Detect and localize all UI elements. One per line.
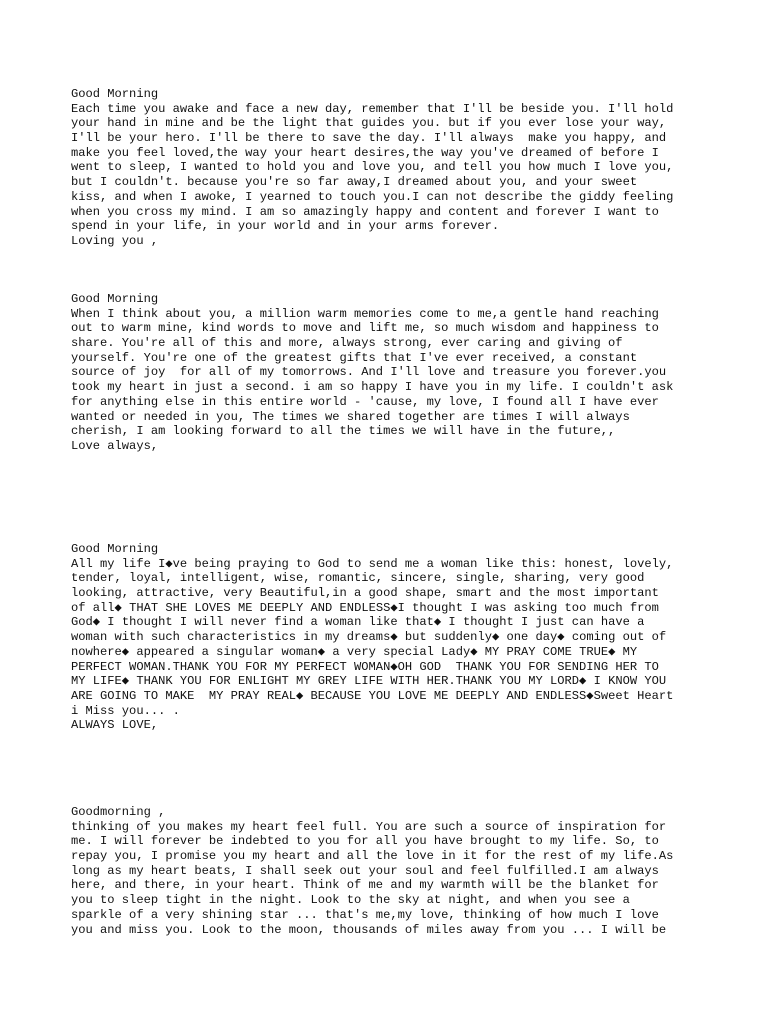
letter-2-line: cherish, I am looking forward to all the times we will have in the future,, — [71, 424, 616, 439]
letter-1-line: spend in your life, in your world and in your arms forever. — [71, 219, 500, 234]
letter-4-line: you to sleep tight in the night. Look to the sky at night, and when you see a — [71, 893, 630, 908]
letter-3-line: PERFECT WOMAN.THANK YOU FOR MY PERFECT WOMAN◆OH GOD THANK YOU FOR SENDING HER TO — [71, 659, 659, 674]
letter-1-line: kiss, and when I awoke, I yearned to touch you.I can not describe the giddy feeling — [71, 189, 674, 204]
letter-3-greeting: Good Morning — [71, 542, 159, 556]
letter-2-line: yourself. You're one of the greatest gifts that I've ever received, a constant — [71, 350, 638, 365]
letter-1-greeting: Good Morning — [71, 87, 159, 101]
letter-3-line: All my life I◆ve being praying to God to send me a woman like this: honest, lovely, — [71, 556, 674, 571]
letter-1-line: but I couldn't. because you're so far away,I dreamed about you, and your sweet — [71, 175, 638, 190]
letter-1 — [71, 87, 711, 249]
letter-2-line: share. You're all of this and more, always strong, ever caring and giving of — [71, 336, 623, 351]
letter-4-greeting: Goodmorning , — [71, 805, 166, 819]
letter-4-line: sparkle of a very shining star ... that's me,my love, thinking of how much I love — [71, 907, 659, 922]
letter-3 — [71, 542, 711, 733]
letter-3-line: nowhere◆ appeared a singular woman◆ a very special Lady◆ MY PRAY COME TRUE◆ MY — [71, 644, 638, 659]
letter-3-line: woman with such characteristics in my dreams◆ but suddenly◆ one day◆ coming out of — [71, 630, 667, 645]
letter-2-line: for anything else in this entire world - 'cause, my love, I found all I have ever — [71, 394, 659, 409]
letter-4 — [71, 805, 711, 937]
letter-2-line: When I think about you, a million warm memories come to me,a gentle hand reaching — [71, 306, 659, 321]
letter-1-line: I'll be your hero. I'll be there to save the day. I'll always make you happy, and — [71, 131, 667, 146]
letter-1-line: went to sleep, I wanted to hold you and love you, and tell you how much I love you, — [71, 160, 674, 175]
letter-2-greeting: Good Morning — [71, 292, 159, 306]
letter-1-line: Each time you awake and face a new day, remember that I'll be beside you. I'll hold — [71, 101, 674, 116]
letter-2-line: took my heart in just a second. i am so happy I have you in my life. I couldn't ask — [71, 380, 674, 395]
letter-1-line: when you cross my mind. I am so amazingly happy and content and forever I want to — [71, 204, 659, 219]
letter-4-line: here, and there, in your heart. Think of me and my warmth will be the blanket for — [71, 878, 659, 893]
letter-3-line: tender, loyal, intelligent, wise, romantic, sincere, single, sharing, very good — [71, 571, 645, 586]
letter-3-line: looking, attractive, very Beautiful,in a good shape, smart and the most important — [71, 586, 659, 601]
letter-4-line: long as my heart beats, I shall seek out your soul and feel fulfilled.I am always — [71, 863, 659, 878]
letter-2-line: wanted or needed in you, The times we shared together are times I will always — [71, 409, 630, 424]
letter-2-signoff: Love always, — [71, 438, 159, 453]
letter-1-signoff: Loving you , — [71, 233, 159, 248]
letter-4-line: me. I will forever be indebted to you for all you have brought to my life. So, to — [71, 834, 659, 849]
letter-3-line: i Miss you... . — [71, 703, 180, 718]
letter-3-line: MY LIFE◆ THANK YOU FOR ENLIGHT MY GREY LIFE WITH HER.THANK YOU MY LORD◆ I KNOW YOU — [71, 674, 667, 689]
letter-4-line: you and miss you. Look to the moon, thousands of miles away from you ... I will be — [71, 922, 667, 937]
letter-3-signoff: ALWAYS LOVE, — [71, 718, 159, 733]
letter-4-line: repay you, I promise you my heart and all the love in it for the rest of my life.As — [71, 849, 674, 864]
letter-3-line: of all◆ THAT SHE LOVES ME DEEPLY AND ENDLESS◆I thought I was asking too much from — [71, 600, 659, 615]
letter-1-line: your hand in mine and be the light that guides you. but if you ever lose your way, — [71, 116, 667, 131]
letter-3-line: ARE GOING TO MAKE MY PRAY REAL◆ BECAUSE YOU LOVE ME DEEPLY AND ENDLESS◆Sweet Heart — [71, 688, 674, 703]
letter-2-line: out to warm mine, kind words to move and lift me, so much wisdom and happiness to — [71, 321, 659, 336]
letter-1-line: make you feel loved,the way your heart desires,the way you've dreamed of before I — [71, 145, 659, 160]
letter-2 — [71, 292, 711, 454]
letter-2-line: source of joy for all of my tomorrows. And I'll love and treasure you forever.you — [71, 365, 667, 380]
letter-3-line: God◆ I thought I will never find a woman like that◆ I thought I just can have a — [71, 615, 645, 630]
letter-4-line: thinking of you makes my heart feel full. You are such a source of inspiration for — [71, 819, 667, 834]
